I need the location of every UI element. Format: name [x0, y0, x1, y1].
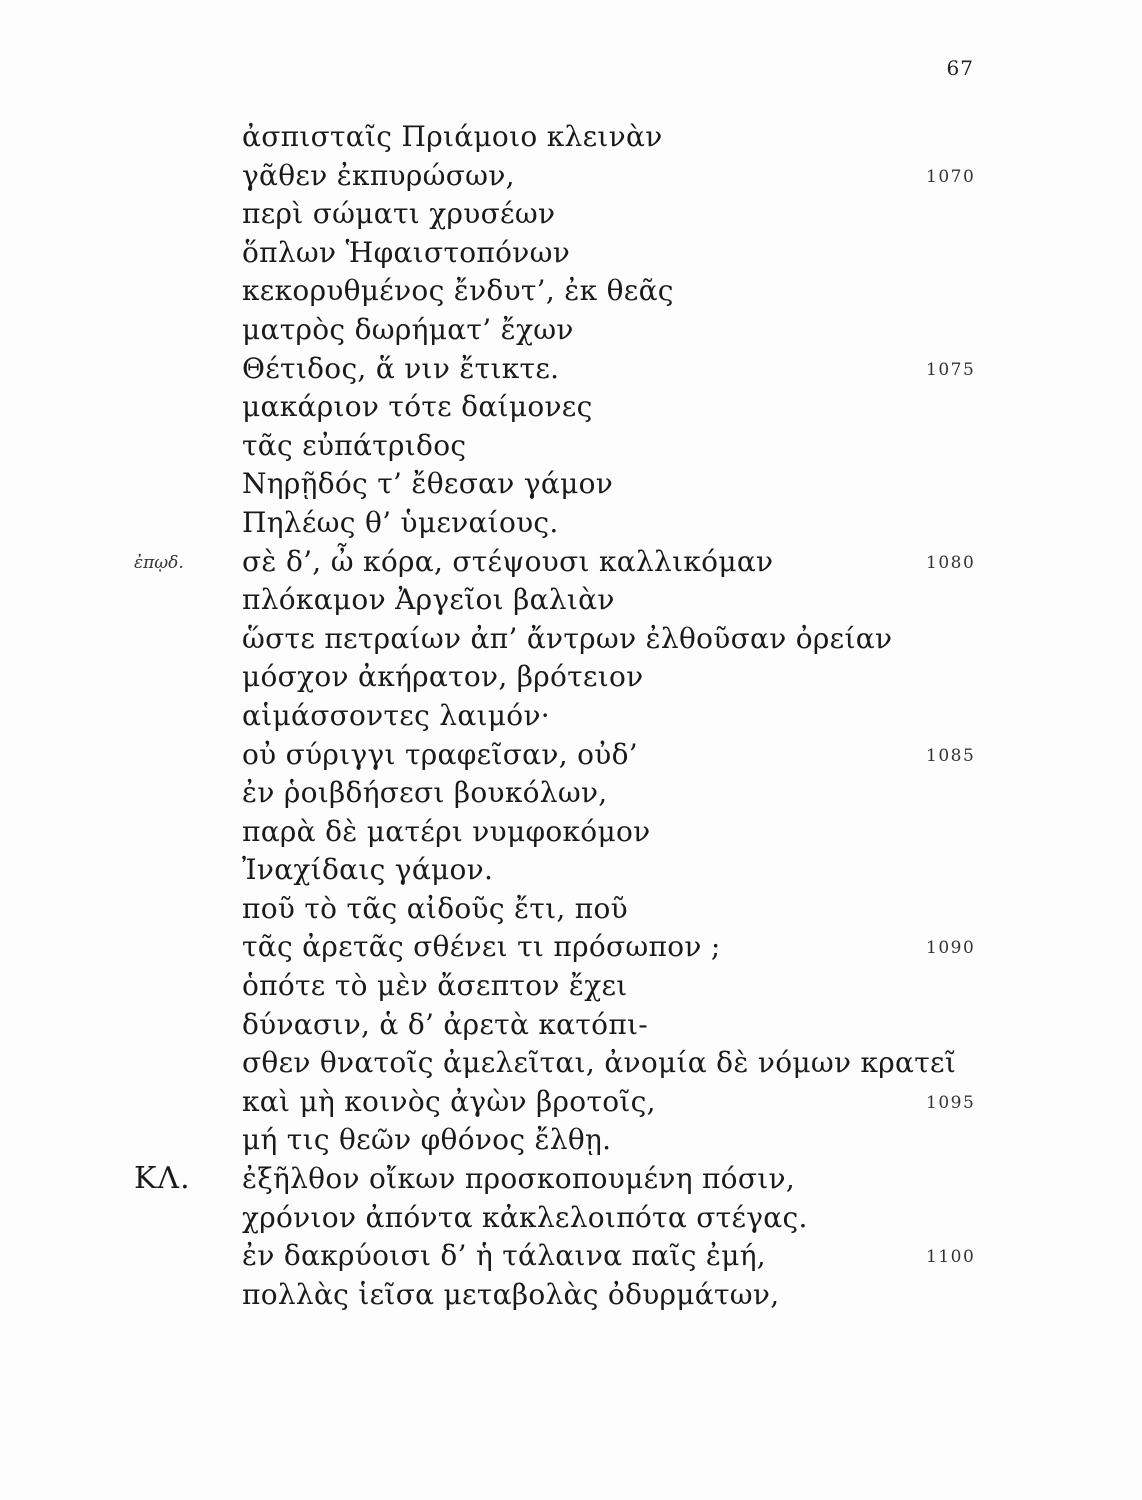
verse-line: [0, 928, 1142, 967]
verse-text: περὶ σώματι χρυσέων: [242, 197, 556, 231]
line-number: 1095: [926, 1092, 976, 1113]
verse-text: ἐν ῥοιβδήσεσι βουκόλων,: [242, 776, 608, 810]
verse-line: [0, 543, 1142, 582]
verse-text: Πηλέως θ’ ὑμεναίους.: [242, 505, 559, 539]
verse-line: [0, 234, 1142, 273]
verse-line: [0, 1199, 1142, 1238]
verse-text: ὅπλων Ἡφαιστοπόνων: [242, 235, 571, 269]
verse-text: ματρὸς δωρήματ’ ἔχων: [242, 312, 574, 346]
verse-line: [0, 620, 1142, 659]
line-number: 1075: [926, 359, 976, 380]
verse-line: [0, 851, 1142, 890]
verse-text: πολλὰς ἱεῖσα μεταβολὰς ὀδυρμάτων,: [242, 1277, 780, 1311]
verse-line: [0, 1006, 1142, 1045]
verse-line: [0, 465, 1142, 504]
verse-text: τᾶς εὐπάτριδος: [242, 428, 467, 462]
verse-text: σθεν θνατοῖς ἀμελεῖται, ἀνομία δὲ νόμων κρατεῖ: [242, 1046, 957, 1080]
verse-text: οὐ σύριγγι τραφεῖσαν, οὐδ’: [242, 737, 638, 771]
verse-text: καὶ μὴ κοινὸς ἀγὼν βροτοῖς,: [242, 1084, 656, 1118]
verse-line: [0, 658, 1142, 697]
verse-line: [0, 1083, 1142, 1122]
verse-text: τᾶς ἀρετᾶς σθένει τι πρόσωπον ;: [242, 930, 721, 964]
section-label: ἐπῳδ.: [134, 552, 184, 573]
verse-line: [0, 890, 1142, 929]
verse-text: Νηρῇδός τ’ ἔθεσαν γάμον: [242, 467, 614, 501]
verse-line: [0, 813, 1142, 852]
verse-line: [0, 1276, 1142, 1315]
line-number: 1100: [926, 1247, 976, 1268]
verse-line: [0, 118, 1142, 157]
verse-text: ποῦ τὸ τᾶς αἰδοῦς ἔτι, ποῦ: [242, 891, 628, 925]
verse-text: ἐν δακρύοισι δ’ ἡ τάλαινα παῖς ἐμή,: [242, 1239, 766, 1273]
verse-line: [0, 195, 1142, 234]
verse-text: δύνασιν, ἁ δ’ ἀρετὰ κατόπι-: [242, 1007, 649, 1041]
verse-text: κεκορυθμένος ἔνδυτ’, ἐκ θεᾶς: [242, 274, 674, 308]
verse-text: παρὰ δὲ ματέρι νυμφοκόμον: [242, 814, 651, 848]
verse-line: [0, 1160, 1142, 1199]
verse-text: ὁπότε τὸ μὲν ἄσεπτον ἔχει: [242, 969, 628, 1003]
verse-line: [0, 1237, 1142, 1276]
verse-line: [0, 1044, 1142, 1083]
verse-line: [0, 272, 1142, 311]
speaker-label: ΚΛ.: [134, 1161, 191, 1197]
verse-text: ἐξῆλθον οἴκων προσκοπουμένη πόσιν,: [242, 1162, 796, 1196]
verse-block: [0, 118, 1142, 1314]
verse-text: Ἰναχίδαις γάμον.: [242, 853, 494, 887]
verse-text: ὥστε πετραίων ἀπ’ ἄντρων ἐλθοῦσαν ὀρείαν: [242, 621, 893, 655]
verse-text: σὲ δ’, ὦ κόρα, στέψουσι καλλικόμαν: [242, 544, 774, 578]
verse-text: χρόνιον ἀπόντα κἀκλελοιπότα στέγας.: [242, 1200, 808, 1234]
verse-line: [0, 967, 1142, 1006]
verse-line: [0, 311, 1142, 350]
verse-line: [0, 504, 1142, 543]
verse-text: πλόκαμον Ἀργεῖοι βαλιὰν: [242, 583, 615, 617]
line-number: 1070: [926, 166, 976, 187]
verse-line: [0, 1121, 1142, 1160]
verse-line: [0, 774, 1142, 813]
verse-text: μή τις θεῶν φθόνος ἔλθῃ.: [242, 1123, 612, 1157]
verse-text: Θέτιδος, ἅ νιν ἔτικτε.: [242, 351, 560, 385]
verse-line: [0, 427, 1142, 466]
page-number: 67: [946, 56, 974, 80]
verse-line: [0, 697, 1142, 736]
verse-line: [0, 350, 1142, 389]
line-number: 1080: [926, 552, 976, 573]
verse-line: [0, 581, 1142, 620]
verse-line: [0, 157, 1142, 196]
verse-line: [0, 388, 1142, 427]
line-number: 1085: [926, 745, 976, 766]
line-number: 1090: [926, 938, 976, 959]
verse-text: ἀσπισταῖς Πριάμοιο κλεινὰν: [242, 120, 663, 153]
verse-text: μόσχον ἀκήρατον, βρότειον: [242, 660, 644, 694]
verse-text: γᾶθεν ἐκπυρώσων,: [242, 158, 515, 192]
verse-text: αἱμάσσοντες λαιμόν·: [242, 698, 550, 732]
verse-line: [0, 736, 1142, 775]
verse-text: μακάριον τότε δαίμονες: [242, 390, 593, 424]
